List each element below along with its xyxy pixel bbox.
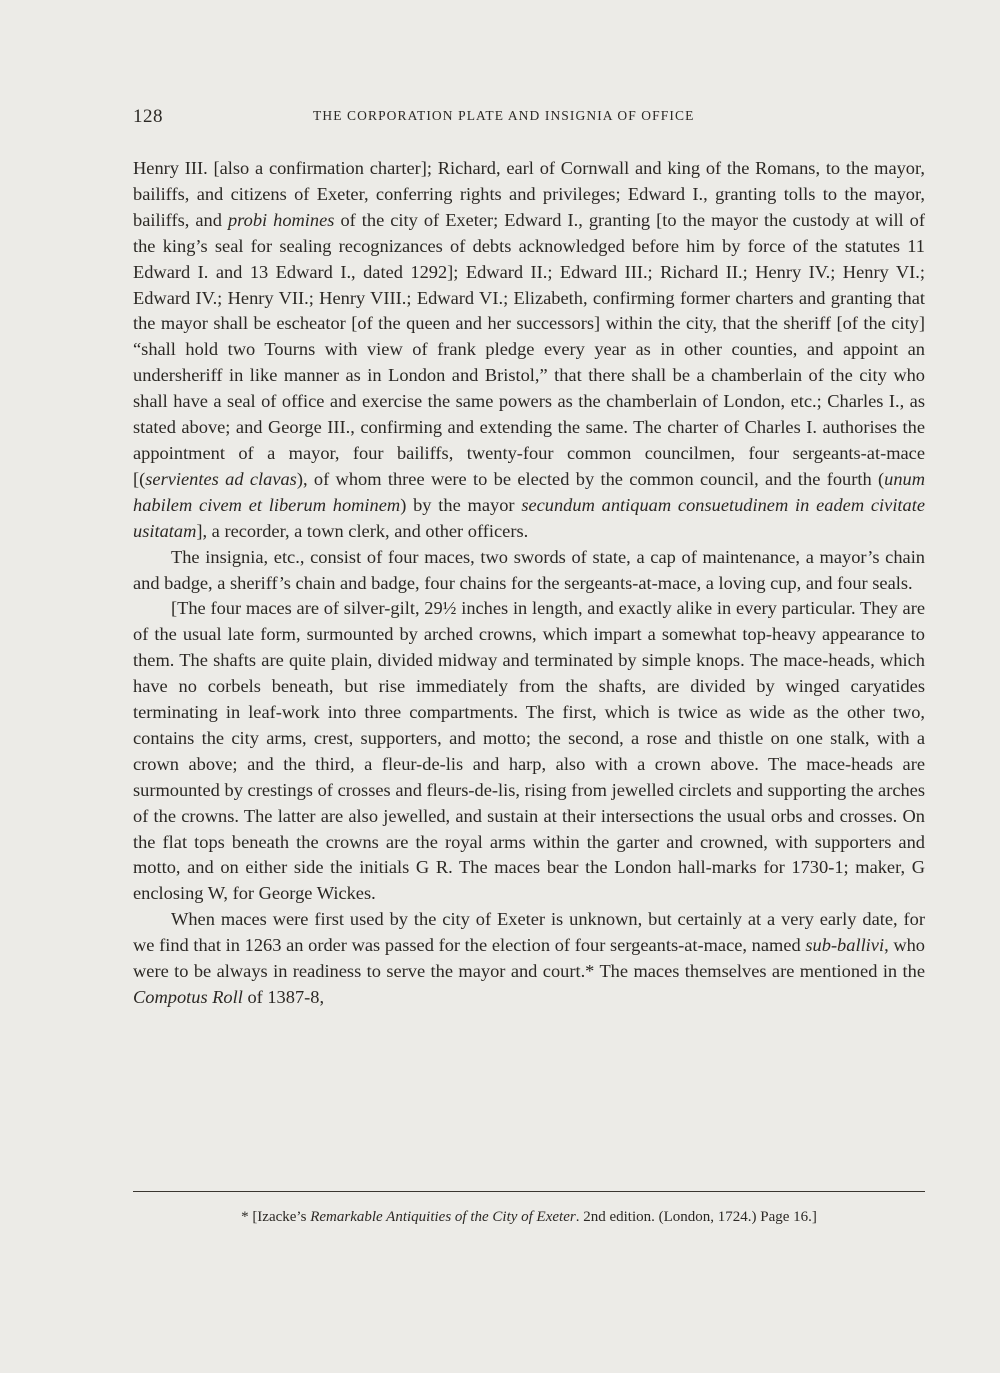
footnote — [133, 1207, 925, 1227]
text-segment: Henry III. [also a confirmation charter]; Richard, earl of Cornwall and king of the Romans, to the mayor, bailiffs, and citizens of Exeter, conferring rights and privileges; Edward I., granting tolls to the mayor, bailiffs, and — [133, 158, 925, 230]
italic-text-segment: probi homines — [227, 209, 335, 230]
text-segment: When maces were first used by the city of Exeter is unknown, but certainly at a very early date, for we find that in 1263 an order was passed for the election of four sergeants-at-mace, named — [133, 909, 925, 956]
text-segment: of the city of Exeter; Edward I., granting [to the mayor the custody at will of the king’s seal for sealing recognizances of debts acknowledged before him by force of the statutes 11 Edward I. and 13 Edward I., dated 1292]; Edward II.; Edward III.; Richard II.; Henry IV.; Henry VI.; Edward IV.; Henry VII.; Henry VIII.; Edward VI.; Elizabeth, confirming former charters and granting that the mayor shall be escheator [of the queen and her successors] within the city, that the sheriff [of the city] “shall hold two Tourns with view of frank pledge every year as in other counties, and appoint an undersheriff in like manner as in London and Bristol,” that there shall be a chamberlain of the city who shall have a seal of office and exercise the same powers as the chamberlain of London, etc.; Charles I., as stated above; and George III., confirming and extending the same. The charter of Charles I. authorises the appointment of a mayor, four bailiffs, twenty-four common councilmen, four sergeants-at-mace [( — [133, 209, 925, 489]
text-segment: , who were to be always in readiness to serve the mayor and court.* The maces themselves are mentioned in the — [133, 935, 926, 982]
text-segment: . 2nd edition. (London, 1724.) Page 16.] — [575, 1209, 817, 1225]
paragraph-maces-description — [133, 596, 925, 907]
page-header — [133, 106, 925, 128]
italic-text-segment: Remarkable Antiquities of the City of Exeter — [310, 1209, 576, 1225]
paragraph-insignia-list — [133, 545, 925, 597]
paragraph-charters — [133, 156, 925, 545]
text-segment: of 1387-8, — [242, 987, 325, 1007]
text-segment: ) by the mayor — [400, 494, 522, 515]
italic-text-segment: secundum antiquam consuetudinem in eadem civitate usitatam — [133, 494, 926, 541]
italic-text-segment: Compotus Roll — [133, 987, 243, 1007]
italic-text-segment: unum habilem civem et liberum hominem — [133, 468, 926, 515]
page-number: 128 — [133, 106, 163, 127]
text-segment: * [Izacke’s — [241, 1209, 311, 1225]
text-segment: ], a recorder, a town clerk, and other officers. — [196, 520, 529, 541]
running-title: THE CORPORATION PLATE AND INSIGNIA OF OFFICE — [313, 108, 695, 123]
italic-text-segment: servientes ad clavas — [145, 468, 297, 489]
body-text — [133, 156, 925, 1011]
text-segment: The insignia, etc., consist of four maces, two swords of state, a cap of maintenance, a mayor’s chain and badge, a sheriff’s chain and badge, four chains for the sergeants-at-mace, a loving cup, and four seals. — [133, 546, 925, 593]
text-segment: [The four maces are of silver-gilt, 29½ inches in length, and exactly alike in every particular. They are of the usual late form, surmounted by arched crowns, which impart a somewhat top-heavy appearance to them. The shafts are quite plain, divided midway and terminated by simple knops. The mace-heads, which have no corbels beneath, but rise immediately from the shafts, are divided by winged caryatides terminating in leaf-work into three compartments. The first, which is twice as wide as the other two, contains the city arms, crest, supporters, and motto; the second, a rose and thistle on one stalk, with a crown above; and the third, a fleur-de-lis and harp, also with a crown above. The mace-heads are surmounted by crestings of crosses and fleurs-de-lis, rising from jewelled circlets and supporting the arches of the crowns. The latter are also jewelled, and sustain at their intersections the usual orbs and crosses. On the flat tops beneath the crowns are the royal arms within the garter and crowned, with supporters and motto, and on either side the initials G R. The maces bear the London hall-marks for 1730-1; maker, G enclosing W, for George Wickes. — [133, 598, 925, 904]
paragraph-mace-history — [133, 907, 925, 1011]
footnote-divider — [133, 1191, 925, 1192]
italic-text-segment: sub-ballivi — [805, 935, 885, 956]
text-segment: ), of whom three were to be elected by the common council, and the fourth ( — [296, 468, 885, 489]
